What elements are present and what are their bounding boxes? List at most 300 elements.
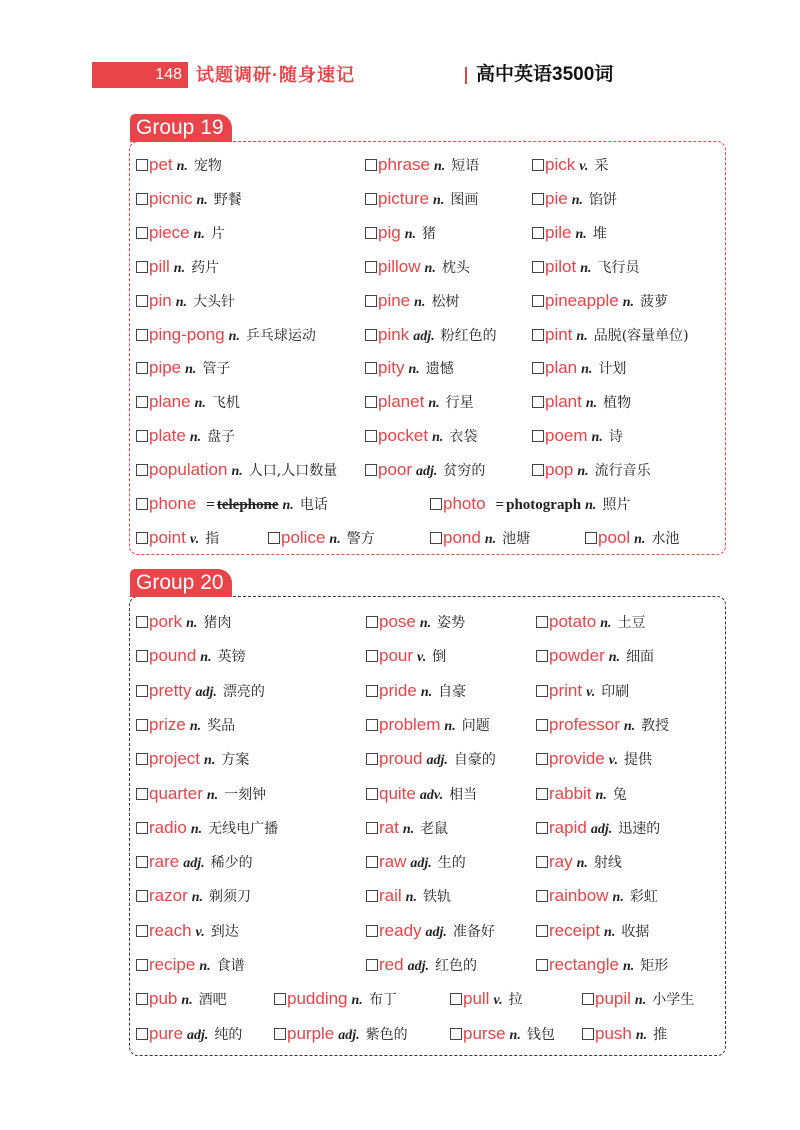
vocab-word: pocket bbox=[378, 426, 429, 446]
chinese-meaning: 短语 bbox=[451, 158, 480, 174]
vocab-entry bbox=[136, 746, 249, 772]
checkbox[interactable] bbox=[366, 788, 378, 800]
vocab-entry bbox=[365, 423, 477, 449]
checkbox[interactable] bbox=[532, 430, 544, 442]
checkbox[interactable] bbox=[365, 159, 377, 171]
chinese-meaning: 馅饼 bbox=[588, 191, 617, 208]
checkbox[interactable] bbox=[532, 159, 544, 171]
chinese-meaning: 小学生 bbox=[652, 992, 695, 1009]
group-20-tab: Group 20 bbox=[130, 569, 232, 597]
chinese-meaning: 到达 bbox=[210, 923, 239, 940]
checkbox[interactable] bbox=[532, 261, 544, 273]
vocab-entry bbox=[532, 389, 631, 415]
chinese-meaning: 水池 bbox=[651, 530, 680, 547]
part-of-speech: n. bbox=[419, 616, 432, 631]
vocab-word: recipe bbox=[149, 955, 196, 974]
checkbox[interactable] bbox=[136, 753, 148, 765]
vocab-word: project bbox=[149, 749, 201, 769]
checkbox[interactable] bbox=[365, 227, 377, 239]
chinese-meaning: 稀少的 bbox=[210, 855, 253, 872]
vocab-entry bbox=[365, 152, 479, 178]
chinese-meaning: 印刷 bbox=[601, 683, 630, 700]
vocab-entry bbox=[136, 525, 219, 551]
vocab-entry bbox=[366, 746, 496, 772]
chinese-meaning: 矩形 bbox=[640, 958, 669, 974]
vocab-entry bbox=[536, 678, 629, 704]
checkbox[interactable] bbox=[365, 193, 377, 205]
vocab-word: phone bbox=[149, 494, 197, 513]
checkbox[interactable] bbox=[582, 993, 594, 1005]
chinese-meaning: 老鼠 bbox=[420, 820, 449, 837]
vocab-entry bbox=[536, 746, 652, 772]
vocab-word: plant bbox=[545, 392, 582, 412]
checkbox[interactable] bbox=[366, 753, 378, 765]
vocab-word: print bbox=[549, 680, 583, 700]
vocab-entry bbox=[536, 952, 668, 978]
checkbox[interactable] bbox=[536, 959, 548, 971]
checkbox[interactable] bbox=[136, 159, 148, 171]
vocab-entry bbox=[366, 918, 495, 944]
vocab-entry bbox=[366, 883, 451, 909]
part-of-speech: n. bbox=[585, 396, 598, 412]
vocab-word: pure bbox=[149, 1023, 184, 1043]
vocab-entry bbox=[532, 322, 689, 348]
part-of-speech: v. bbox=[493, 993, 503, 1009]
vocab-entry bbox=[136, 288, 235, 314]
part-of-speech: n. bbox=[176, 159, 188, 174]
part-of-speech: n. bbox=[404, 226, 416, 242]
vocab-word: picnic bbox=[149, 188, 193, 208]
checkbox[interactable] bbox=[136, 856, 148, 868]
vocab-entry bbox=[136, 815, 278, 841]
chinese-meaning: 猪肉 bbox=[203, 615, 232, 631]
chinese-meaning: 自豪 bbox=[438, 683, 467, 700]
part-of-speech: n. bbox=[408, 362, 420, 378]
checkbox[interactable] bbox=[536, 616, 548, 628]
checkbox[interactable] bbox=[136, 788, 148, 800]
checkbox[interactable] bbox=[268, 532, 280, 544]
vocab-entry bbox=[536, 883, 658, 909]
vocab-entry bbox=[532, 288, 668, 314]
part-of-speech: n. bbox=[173, 260, 186, 276]
part-of-speech: n. bbox=[595, 787, 607, 803]
part-of-speech: adv. bbox=[419, 787, 444, 803]
checkbox[interactable] bbox=[136, 719, 148, 731]
part-of-speech: n. bbox=[231, 464, 243, 480]
chinese-meaning: 细面 bbox=[626, 649, 655, 666]
vocab-word: poem bbox=[545, 426, 588, 446]
checkbox[interactable] bbox=[136, 822, 148, 834]
vocab-entry bbox=[136, 423, 235, 449]
part-of-speech: n. bbox=[189, 430, 202, 446]
checkbox[interactable] bbox=[536, 890, 548, 902]
part-of-speech: n. bbox=[206, 787, 219, 803]
vocab-word: pity bbox=[378, 358, 405, 378]
part-of-speech: v. bbox=[195, 924, 205, 940]
chinese-meaning: 钱包 bbox=[526, 1026, 555, 1043]
vocab-entry bbox=[536, 781, 627, 807]
checkbox[interactable] bbox=[136, 650, 148, 662]
vocab-entry bbox=[532, 457, 651, 483]
part-of-speech: n. bbox=[635, 1027, 648, 1043]
vocab-word: quarter bbox=[149, 783, 203, 803]
chinese-meaning: 无线电广播 bbox=[208, 820, 279, 837]
vocab-word: razor bbox=[149, 886, 188, 906]
part-of-speech: n. bbox=[622, 294, 635, 310]
chinese-meaning: 图画 bbox=[450, 191, 479, 208]
vocab-entry bbox=[136, 712, 235, 738]
vocab-word: pudding bbox=[287, 989, 348, 1009]
checkbox[interactable] bbox=[136, 685, 148, 697]
part-of-speech: n. bbox=[420, 684, 433, 700]
chinese-meaning: 人口,人口数量 bbox=[248, 463, 338, 480]
vocab-entry bbox=[365, 220, 436, 246]
vocab-word: pretty bbox=[149, 680, 192, 700]
checkbox[interactable] bbox=[430, 532, 442, 544]
checkbox[interactable] bbox=[366, 650, 378, 662]
part-of-speech: n. bbox=[196, 192, 208, 208]
equals-sign: = bbox=[495, 497, 505, 513]
chinese-meaning: 提供 bbox=[623, 752, 652, 769]
vocab-word: red bbox=[379, 955, 404, 974]
vocab-entry bbox=[532, 186, 617, 212]
vocab-word: pound bbox=[149, 646, 197, 666]
part-of-speech: n. bbox=[193, 226, 205, 242]
chinese-meaning: 漂亮的 bbox=[222, 683, 265, 700]
checkbox[interactable] bbox=[450, 993, 462, 1005]
checkbox[interactable] bbox=[536, 822, 548, 834]
vocab-entry bbox=[136, 1021, 242, 1047]
part-of-speech: n. bbox=[580, 260, 592, 276]
part-of-speech: adj. bbox=[425, 924, 447, 940]
chinese-meaning: 遗憾 bbox=[425, 361, 454, 378]
vocab-word: pork bbox=[149, 612, 183, 631]
vocab-entry bbox=[532, 152, 608, 178]
vocab-entry bbox=[366, 849, 466, 875]
vocab-entry bbox=[582, 1021, 667, 1047]
vocab-word: picture bbox=[378, 188, 430, 208]
part-of-speech: n. bbox=[444, 718, 456, 734]
chinese-meaning: 指 bbox=[205, 530, 220, 547]
group-19-tab: Group 19 bbox=[130, 114, 232, 142]
chinese-meaning: 收据 bbox=[621, 923, 650, 940]
chinese-meaning: 池塘 bbox=[502, 530, 531, 547]
part-of-speech: n. bbox=[200, 650, 212, 666]
checkbox[interactable] bbox=[366, 890, 378, 902]
checkbox[interactable] bbox=[366, 925, 378, 937]
checkbox[interactable] bbox=[136, 498, 148, 510]
part-of-speech: n. bbox=[608, 650, 621, 666]
vocab-word: pond bbox=[443, 527, 481, 547]
vocab-entry bbox=[136, 254, 219, 280]
vocab-entry bbox=[366, 781, 477, 807]
chinese-meaning: 红色的 bbox=[434, 958, 477, 974]
vocab-word: rat bbox=[379, 817, 399, 837]
vocab-entry bbox=[274, 986, 397, 1012]
part-of-speech: n. bbox=[577, 464, 589, 480]
checkbox[interactable] bbox=[136, 532, 148, 544]
header-divider bbox=[465, 67, 467, 84]
vocab-entry bbox=[136, 849, 253, 875]
chinese-meaning: 倒 bbox=[432, 649, 447, 666]
part-of-speech: n. bbox=[424, 260, 436, 276]
vocab-word: rapid bbox=[549, 817, 587, 837]
part-of-speech: n. bbox=[185, 362, 197, 378]
checkbox[interactable] bbox=[366, 959, 378, 971]
part-of-speech: n. bbox=[428, 396, 440, 412]
vocab-entry bbox=[365, 254, 470, 280]
part-of-speech: n. bbox=[175, 294, 187, 310]
checkbox[interactable] bbox=[365, 396, 377, 408]
vocab-entry bbox=[136, 643, 246, 669]
vocab-entry bbox=[532, 254, 639, 280]
vocab-entry bbox=[532, 355, 626, 381]
part-of-speech: n. bbox=[199, 959, 211, 974]
vocab-word: receipt bbox=[549, 920, 601, 940]
vocab-entry bbox=[136, 952, 245, 978]
checkbox[interactable] bbox=[585, 532, 597, 544]
vocab-word: pilot bbox=[545, 256, 577, 276]
vocab-entry bbox=[136, 322, 316, 348]
checkbox[interactable] bbox=[536, 788, 548, 800]
vocab-word: rainbow bbox=[549, 886, 609, 906]
vocab-word: pig bbox=[378, 222, 401, 242]
checkbox[interactable] bbox=[136, 959, 148, 971]
vocab-word: prize bbox=[149, 714, 186, 734]
vocab-word: rabbit bbox=[549, 783, 592, 803]
chinese-meaning: 枕头 bbox=[441, 259, 470, 276]
chinese-meaning: 英镑 bbox=[217, 649, 246, 666]
checkbox[interactable] bbox=[366, 719, 378, 731]
vocab-word: ray bbox=[549, 852, 573, 872]
vocab-entry bbox=[136, 609, 231, 635]
checkbox[interactable] bbox=[365, 362, 377, 374]
vocab-word: problem bbox=[379, 714, 441, 734]
checkbox[interactable] bbox=[536, 753, 548, 765]
chinese-meaning: 布丁 bbox=[368, 992, 397, 1009]
checkbox[interactable] bbox=[536, 650, 548, 662]
vocab-entry bbox=[366, 952, 477, 978]
book-title: 高中英语3500词 bbox=[476, 64, 614, 85]
vocab-entry bbox=[365, 288, 459, 314]
chinese-meaning: 拉 bbox=[508, 992, 523, 1009]
chinese-meaning: 奖品 bbox=[207, 717, 236, 734]
checkbox[interactable] bbox=[366, 685, 378, 697]
chinese-meaning: 药片 bbox=[191, 259, 220, 276]
checkbox[interactable] bbox=[536, 685, 548, 697]
vocab-word: pink bbox=[378, 324, 410, 344]
vocab-word: purple bbox=[287, 1023, 335, 1043]
vocab-entry bbox=[136, 781, 266, 807]
checkbox[interactable] bbox=[532, 295, 544, 307]
chinese-meaning: 彩虹 bbox=[629, 889, 658, 906]
vocab-word: pool bbox=[598, 527, 631, 547]
page-number: 148 bbox=[92, 62, 188, 88]
chinese-meaning: 一刻钟 bbox=[224, 786, 267, 803]
checkbox[interactable] bbox=[366, 856, 378, 868]
chinese-meaning: 贫穷的 bbox=[443, 463, 486, 480]
vocab-entry bbox=[536, 609, 646, 635]
chinese-meaning: 剃须刀 bbox=[209, 889, 252, 906]
part-of-speech: v. bbox=[579, 159, 589, 174]
vocab-entry bbox=[136, 389, 240, 415]
vocab-word: plate bbox=[149, 426, 186, 446]
checkbox[interactable] bbox=[450, 1028, 462, 1040]
vocab-entry bbox=[366, 815, 448, 841]
vocab-entry bbox=[585, 525, 679, 551]
checkbox[interactable] bbox=[532, 329, 544, 341]
chinese-meaning: 相当 bbox=[449, 786, 478, 803]
chinese-meaning: 问题 bbox=[461, 717, 490, 734]
checkbox[interactable] bbox=[136, 295, 148, 307]
checkbox[interactable] bbox=[365, 261, 377, 273]
part-of-speech: n. bbox=[351, 993, 363, 1009]
checkbox[interactable] bbox=[365, 464, 377, 476]
part-of-speech: n. bbox=[282, 498, 294, 513]
checkbox[interactable] bbox=[136, 227, 148, 239]
checkbox[interactable] bbox=[136, 396, 148, 408]
part-of-speech: n. bbox=[186, 616, 198, 631]
part-of-speech: n. bbox=[581, 362, 593, 378]
chinese-meaning: 行星 bbox=[445, 395, 474, 412]
vocab-word: pupil bbox=[595, 989, 631, 1009]
chinese-meaning: 盘子 bbox=[207, 429, 236, 446]
chinese-meaning: 野餐 bbox=[213, 191, 242, 208]
vocab-word: poor bbox=[378, 460, 413, 480]
part-of-speech: adj. bbox=[338, 1027, 360, 1043]
checkbox[interactable] bbox=[136, 464, 148, 476]
checkbox[interactable] bbox=[536, 925, 548, 937]
vocab-word: point bbox=[149, 527, 186, 547]
chinese-meaning: 流行音乐 bbox=[594, 463, 651, 480]
vocab-entry bbox=[532, 423, 623, 449]
vocab-word: ping-pong bbox=[149, 324, 225, 344]
checkbox[interactable] bbox=[136, 362, 148, 374]
chinese-meaning: 土豆 bbox=[617, 615, 646, 631]
checkbox[interactable] bbox=[274, 993, 286, 1005]
vocab-word: rectangle bbox=[549, 955, 619, 974]
checkbox[interactable] bbox=[136, 193, 148, 205]
checkbox[interactable] bbox=[532, 464, 544, 476]
checkbox[interactable] bbox=[136, 890, 148, 902]
part-of-speech: adj. bbox=[410, 856, 432, 872]
chinese-meaning: 教授 bbox=[641, 717, 670, 734]
checkbox[interactable] bbox=[366, 616, 378, 628]
chinese-meaning: 品脱(容量单位) bbox=[593, 327, 689, 344]
vocab-word: purse bbox=[463, 1023, 506, 1043]
part-of-speech: n. bbox=[190, 821, 203, 837]
checkbox[interactable] bbox=[532, 227, 544, 239]
part-of-speech: n. bbox=[571, 192, 583, 208]
checkbox[interactable] bbox=[365, 295, 377, 307]
checkbox[interactable] bbox=[365, 430, 377, 442]
checkbox[interactable] bbox=[582, 1028, 594, 1040]
vocab-entry bbox=[136, 355, 230, 381]
part-of-speech: n. bbox=[612, 890, 624, 906]
vocab-word: pull bbox=[463, 989, 490, 1009]
vocab-word: phrase bbox=[378, 155, 430, 174]
part-of-speech: adj. bbox=[413, 328, 435, 344]
checkbox[interactable] bbox=[136, 993, 148, 1005]
checkbox[interactable] bbox=[536, 856, 548, 868]
vocab-word: raw bbox=[379, 852, 407, 872]
vocab-word: population bbox=[149, 460, 228, 480]
synonym: telephone bbox=[216, 497, 279, 513]
vocab-entry bbox=[136, 491, 328, 517]
checkbox[interactable] bbox=[532, 193, 544, 205]
part-of-speech: n. bbox=[405, 890, 417, 906]
checkbox[interactable] bbox=[136, 1028, 148, 1040]
part-of-speech: n. bbox=[191, 890, 204, 906]
part-of-speech: n. bbox=[622, 959, 635, 974]
vocab-entry bbox=[136, 457, 337, 483]
part-of-speech: v. bbox=[608, 753, 618, 769]
vocab-entry bbox=[582, 986, 694, 1012]
chinese-meaning: 植物 bbox=[603, 395, 632, 412]
vocab-entry bbox=[136, 883, 251, 909]
vocab-entry bbox=[366, 712, 490, 738]
checkbox[interactable] bbox=[136, 430, 148, 442]
part-of-speech: v. bbox=[189, 531, 200, 547]
vocab-entry bbox=[450, 986, 523, 1012]
chinese-meaning: 准备好 bbox=[452, 923, 495, 940]
checkbox[interactable] bbox=[532, 396, 544, 408]
chinese-meaning: 飞行员 bbox=[597, 259, 640, 276]
group-19-box bbox=[129, 141, 726, 555]
checkbox[interactable] bbox=[430, 498, 442, 510]
vocab-word: radio bbox=[149, 817, 187, 837]
checkbox[interactable] bbox=[536, 719, 548, 731]
vocab-word: piece bbox=[149, 222, 190, 242]
checkbox[interactable] bbox=[365, 329, 377, 341]
checkbox[interactable] bbox=[532, 362, 544, 374]
vocab-word: pipe bbox=[149, 358, 182, 378]
vocab-word: pint bbox=[545, 324, 573, 344]
part-of-speech: n. bbox=[585, 498, 597, 513]
vocab-word: pin bbox=[149, 290, 172, 310]
part-of-speech: v. bbox=[417, 650, 427, 666]
chinese-meaning: 兔 bbox=[612, 786, 627, 803]
chinese-meaning: 管子 bbox=[202, 361, 231, 378]
chinese-meaning: 诗 bbox=[608, 429, 623, 446]
part-of-speech: n. bbox=[604, 924, 616, 940]
chinese-meaning: 计划 bbox=[598, 361, 627, 378]
vocab-entry bbox=[136, 918, 239, 944]
checkbox[interactable] bbox=[274, 1028, 286, 1040]
vocab-word: proud bbox=[379, 749, 423, 769]
checkbox[interactable] bbox=[366, 822, 378, 834]
checkbox[interactable] bbox=[136, 925, 148, 937]
vocab-entry bbox=[536, 643, 654, 669]
vocab-entry bbox=[136, 678, 265, 704]
vocab-word: pick bbox=[545, 155, 576, 174]
vocab-entry bbox=[532, 220, 607, 246]
vocab-word: pile bbox=[545, 222, 572, 242]
synonym: photograph bbox=[506, 497, 582, 513]
part-of-speech: adj. bbox=[187, 1027, 209, 1043]
chinese-meaning: 乒乓球运动 bbox=[245, 327, 316, 344]
vocab-entry bbox=[536, 712, 669, 738]
part-of-speech: n. bbox=[204, 753, 216, 769]
checkbox[interactable] bbox=[136, 261, 148, 273]
vocab-word: pillow bbox=[378, 256, 421, 276]
series-title: 试题调研·随身速记 bbox=[196, 65, 355, 85]
vocab-word: rail bbox=[379, 886, 402, 906]
checkbox[interactable] bbox=[136, 329, 148, 341]
part-of-speech: n. bbox=[433, 192, 445, 208]
vocab-word: ready bbox=[379, 920, 422, 940]
checkbox[interactable] bbox=[136, 616, 148, 628]
